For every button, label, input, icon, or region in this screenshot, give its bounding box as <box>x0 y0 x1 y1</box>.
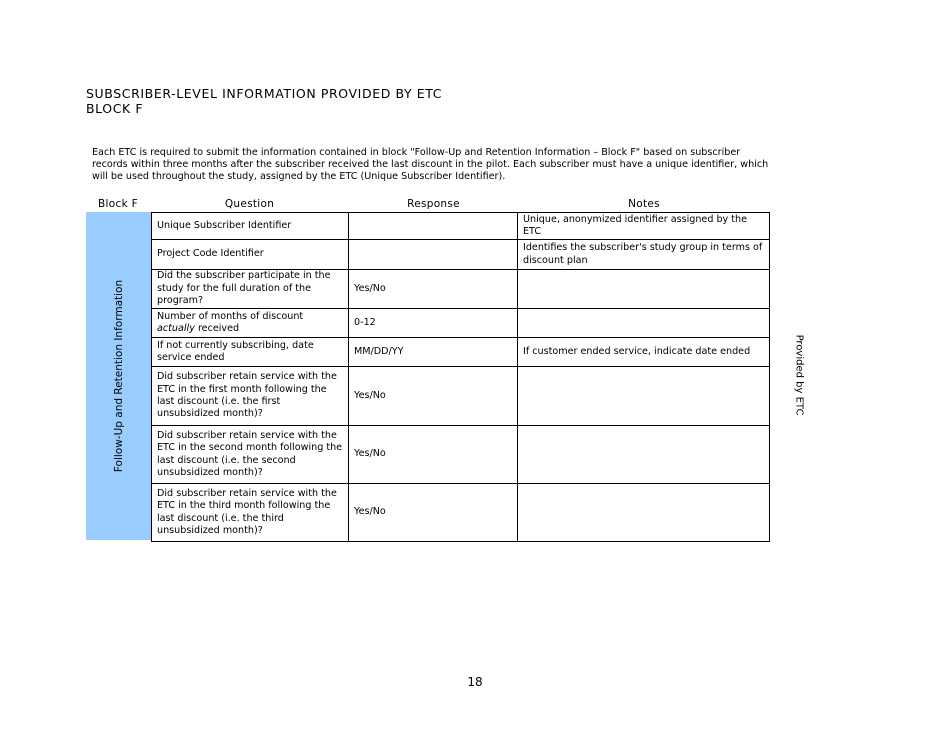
provided-by-label: Provided by ETC <box>793 334 805 416</box>
block-f-table <box>151 212 770 542</box>
sidebar-label: Follow-Up and Retention Information <box>112 279 125 473</box>
header-question: Question <box>224 198 275 210</box>
question-cell: Did the subscriber participate in the study for the full duration of the program? <box>152 270 349 309</box>
table-row <box>152 309 770 338</box>
header-notes: Notes <box>628 198 660 210</box>
notes-cell <box>518 484 770 542</box>
response-cell: Yes/No <box>349 270 518 309</box>
title-line-1: SUBSCRIBER-LEVEL INFORMATION PROVIDED BY ETC <box>86 86 443 101</box>
response-cell <box>349 213 518 240</box>
header-response: Response <box>407 198 460 210</box>
notes-cell <box>518 270 770 309</box>
table-row <box>152 240 770 270</box>
question-text: Number of months of discount <box>157 310 304 322</box>
response-cell: Yes/No <box>349 367 518 426</box>
notes-cell: Identifies the subscriber's study group in terms of discount plan <box>518 240 770 270</box>
page-number: 18 <box>467 675 483 689</box>
notes-cell: Unique, anonymized identifier assigned by the ETC <box>518 213 770 240</box>
question-cell: Did subscriber retain service with the ETC in the third month following the last discount (i.e. the third unsubsidized month)? <box>152 484 349 542</box>
table-row <box>152 338 770 367</box>
intro-paragraph: Each ETC is required to submit the information contained in block "Follow-Up and Retention Information – Block F" based on subscriber records within three months after the subscriber received the last discount in the pilot. Each subscriber must have a unique identifier, which will be used throughout the study, assigned by the ETC (Unique Subscriber Identifier). <box>92 147 769 183</box>
table-row <box>152 484 770 542</box>
header-block: Block F <box>98 198 138 210</box>
question-cell: Project Code Identifier <box>152 240 349 270</box>
title-line-2: BLOCK F <box>86 101 144 116</box>
notes-cell <box>518 309 770 338</box>
question-cell: Unique Subscriber Identifier <box>152 213 349 240</box>
table-row <box>152 213 770 240</box>
notes-cell <box>518 367 770 426</box>
response-cell: 0-12 <box>349 309 518 338</box>
question-text: received <box>194 323 240 334</box>
response-cell: Yes/No <box>349 426 518 484</box>
table-row <box>152 270 770 309</box>
table-row <box>152 367 770 426</box>
question-emphasis: actually <box>157 323 195 334</box>
block-sidebar <box>86 212 151 540</box>
response-cell: MM/DD/YY <box>349 338 518 367</box>
response-cell <box>349 240 518 270</box>
question-cell <box>152 309 349 338</box>
question-cell: Did subscriber retain service with the ETC in the first month following the last discount (i.e. the first unsubsidized month)? <box>152 367 349 426</box>
page-title <box>86 86 442 116</box>
question-cell: If not currently subscribing, date service ended <box>152 338 349 367</box>
table-row <box>152 426 770 484</box>
notes-cell <box>518 426 770 484</box>
notes-cell: If customer ended service, indicate date ended <box>518 338 770 367</box>
response-cell: Yes/No <box>349 484 518 542</box>
question-cell: Did subscriber retain service with the ETC in the second month following the last discount (i.e. the second unsubsidized month)? <box>152 426 349 484</box>
